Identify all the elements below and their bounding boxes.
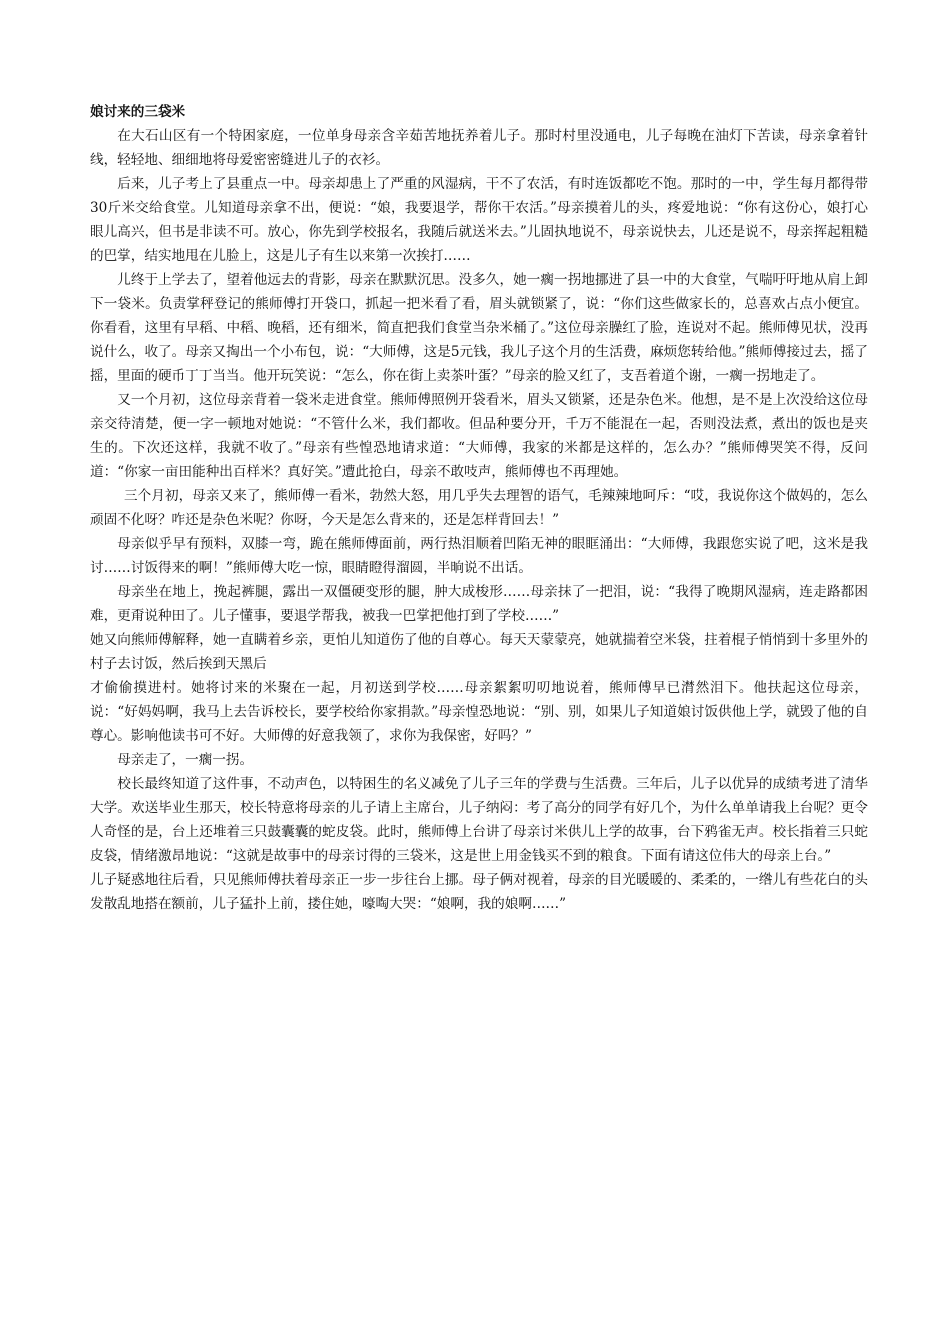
- paragraph-2: 后来，儿子考上了县重点一中。母亲却患上了严重的风湿病，干不了农活，有时连饭都吃不饱。那时的一中，学生每月都得带30斤米交给食堂。儿知道母亲拿不出，便说：“娘，我要退学，帮你干农活。”母亲摸着儿的头，疼爱地说：“你有这份心，娘打心眼儿高兴，但书是非读不可。放心，你先到学校报名，我随后就送米去。”儿固执地说不，母亲说快去，儿还是说不，母亲挥起粗糙的巴掌，结实地甩在儿脸上，这是儿子有生以来第一次挨打……: [90, 176, 868, 264]
- paragraph-11: 校长最终知道了这件事，不动声色，以特困生的名义减免了儿子三年的学费与生活费。三年后，儿子以优异的成绩考进了清华大学。欢送毕业生那天，校长特意将母亲的儿子请上主席台，儿子纳闷：考了高分的同学有好几个，为什么单单请我上台呢？更令人奇怪的是，台上还堆着三只鼓囊囊的蛇皮袋。此时，熊师傅上台讲了母亲讨米供儿上学的故事，台下鸦雀无声。校长指着三只蛇皮袋，情绪激昂地说：“这就是故事中的母亲讨得的三袋米，这是世上用金钱买不到的粮食。下面有请这位伟大的母亲上台。”: [90, 776, 868, 864]
- paragraph-1: 在大石山区有一个特困家庭，一位单身母亲含辛茹苦地抚养着儿子。那时村里没通电，儿子每晚在油灯下苦读，母亲拿着针线，轻轻地、细细地将母爱密密缝进儿子的衣衫。: [90, 128, 868, 168]
- document-title: 娘讨来的三袋米: [90, 104, 186, 120]
- paragraph-6: 母亲似乎早有预料，双膝一弯，跪在熊师傅面前，两行热泪顺着凹陷无神的眼眶涌出：“大师傅，我跟您实说了吧，这米是我讨……讨饭得来的啊！”熊师傅大吃一惊，眼睛瞪得溜圆，半晌说不出话。: [90, 536, 868, 576]
- paragraph-7: 母亲坐在地上，挽起裤腿，露出一双僵硬变形的腿，肿大成梭形……母亲抹了一把泪，说：“我得了晚期风湿病，连走路都困难，更甭说种田了。儿子懂事，要退学帮我，被我一巴掌把他打到了学校……”: [90, 584, 868, 624]
- document-page: [90, 100, 868, 916]
- paragraph-12: 儿子疑惑地往后看，只见熊师傅扶着母亲正一步一步往台上挪。母子俩对视着，母亲的目光暖暖的、柔柔的，一绺儿有些花白的头发散乱地搭在额前，儿子猛扑上前，搂住她，嚎啕大哭：“娘啊，我的娘啊……”: [90, 872, 868, 912]
- paragraph-10: 母亲走了，一瘸一拐。: [117, 752, 254, 768]
- paragraph-5: 三个月初，母亲又来了，熊师傅一看米，勃然大怒，用几乎失去理智的语气，毛辣辣地呵斥：“哎，我说你这个做妈的，怎么顽固不化呀？咋还是杂色米呢？你呀，今天是怎么背来的，还是怎样背回去！”: [90, 488, 868, 528]
- paragraph-9: 才偷偷摸进村。她将讨来的米聚在一起，月初送到学校……母亲絮絮叨叨地说着，熊师傅早已潸然泪下。他扶起这位母亲，说：“好妈妈啊，我马上去告诉校长，要学校给你家捐款。”母亲惶恐地说：“别、别，如果儿子知道娘讨饭供他上学，就毁了他的自尊心。影响他读书可不好。大师傅的好意我领了，求你为我保密，好吗？”: [90, 680, 868, 744]
- paragraph-8: 她又向熊师傅解释，她一直瞒着乡亲，更怕儿知道伤了他的自尊心。每天天蒙蒙亮，她就揣着空米袋，拄着棍子悄悄到十多里外的村子去讨饭，然后挨到天黑后: [90, 632, 868, 672]
- paragraph-4: 又一个月初，这位母亲背着一袋米走进食堂。熊师傅照例开袋看米，眉头又锁紧，还是杂色米。他想，是不是上次没给这位母亲交待清楚，便一字一顿地对她说：“不管什么米，我们都收。但品种要分开，千万不能混在一起，否则没法煮，煮出的饭也是夹生的。下次还这样，我就不收了。”母亲有些惶恐地请求道：“大师傅，我家的米都是这样的，怎么办？”熊师傅哭笑不得，反问道：“你家一亩田能种出百样米？真好笑。”遭此抢白，母亲不敢吱声，熊师傅也不再理她。: [90, 392, 868, 480]
- paragraph-3: 儿终于上学去了，望着他远去的背影，母亲在默默沉思。没多久，她一瘸一拐地挪进了县一中的大食堂，气喘吁吁地从肩上卸下一袋米。负责掌秤登记的熊师傅打开袋口，抓起一把米看了看，眉头就锁紧了，说：“你们这些做家长的，总喜欢占点小便宜。你看看，这里有早稻、中稻、晚稻，还有细米，简直把我们食堂当杂米桶了。”这位母亲臊红了脸，连说对不起。熊师傅见状，没再说什么，收了。母亲又掏出一个小布包，说：“大师傅，这是5元钱，我儿子这个月的生活费，麻烦您转给他。”熊师傅接过去，摇了摇，里面的硬币丁丁当当。他开玩笑说：“怎么，你在街上卖茶叶蛋？”母亲的脸又红了，支吾着道个谢，一瘸一拐地走了。: [90, 272, 868, 384]
